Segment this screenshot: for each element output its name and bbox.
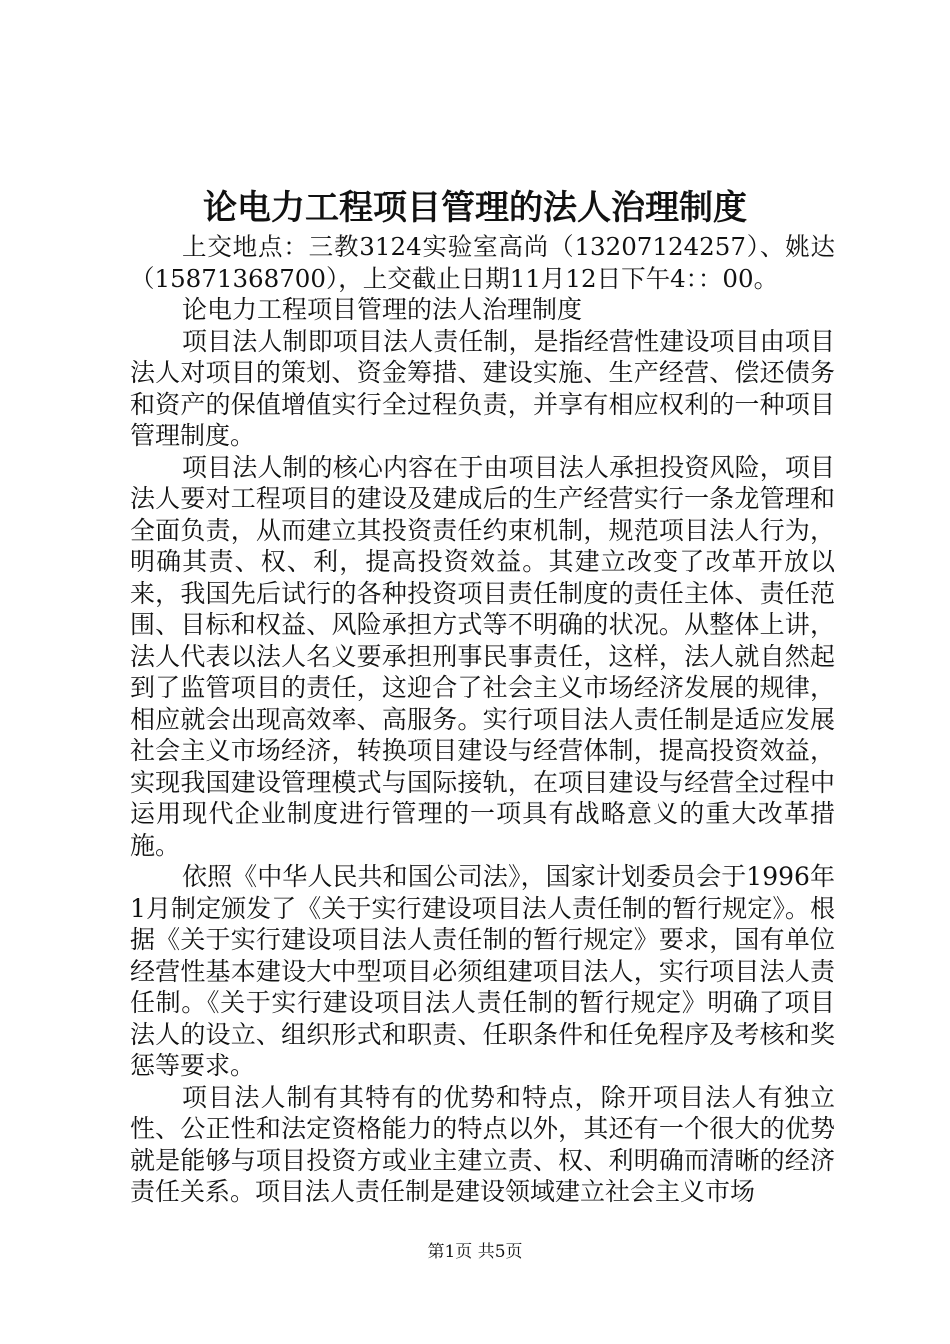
page-footer: 第1页 共5页 <box>427 1242 523 1262</box>
paragraph-subtitle: 论电力工程项目管理的法人治理制度 <box>182 295 583 324</box>
paragraph-legal-basis: 依照《中华人民共和国公司法》，国家计划委员会于1996年1月制定颁发了《关于实行建设项目法人责任制的暂行规定》。根据《关于实行建设项目法人责任制的暂行规定》要求，国有单位经营性基本建设大中型项目必须组建项目法人，实行项目法人责任制。《关于实行建设项目法人责任制的暂行规定》明确了项目法人的设立、组织形式和职责、任职条件和任免程序及考核和奖惩等要求。 <box>130 862 835 1080</box>
document-body <box>130 231 835 1208</box>
paragraph-core-content: 项目法人制的核心内容在于由项目法人承担投资风险，项目法人要对工程项目的建设及建成后的生产经营实行一条龙管理和全面负责，从而建立其投资责任约束机制，规范项目法人行为，明确其责、权、利，提高投资效益。其建立改变了改革开放以来，我国先后试行的各种投资项目责任制度的责任主体、责任范围、目标和权益、风险承担方式等不明确的状况。从整体上讲，法人代表以法人名义要承担刑事民事责任，这样，法人就自然起到了监管项目的责任，这迎合了社会主义市场经济发展的规律，相应就会出现高效率、高服务。实行项目法人责任制是适应发展社会主义市场经济，转换项目建设与经营体制，提高投资效益，实现我国建设管理模式与国际接轨，在项目建设与经营全过程中运用现代企业制度进行管理的一项具有战略意义的重大改革措施。 <box>130 452 835 860</box>
paragraph-advantages: 项目法人制有其特有的优势和特点，除开项目法人有独立性、公正性和法定资格能力的特点以外，其还有一个很大的优势就是能够与项目投资方或业主建立责、权、利明确而清晰的经济责任关系。项目法人责任制是建设领域建立社会主义市场 <box>130 1082 835 1206</box>
paragraph-definition: 项目法人制即项目法人责任制，是指经营性建设项目由项目法人对项目的策划、资金筹措、建设实施、生产经营、偿还债务和资产的保值增值实行全过程负责，并享有相应权利的一种项目管理制度。 <box>130 326 835 450</box>
paragraph-submission-info: 上交地点：三教3124实验室高尚（13207124257）、姚达（15871368700），上交截止日期11月12日下午4：：00。 <box>130 232 835 293</box>
document-title: 论电力工程项目管理的法人治理制度 <box>203 188 747 228</box>
